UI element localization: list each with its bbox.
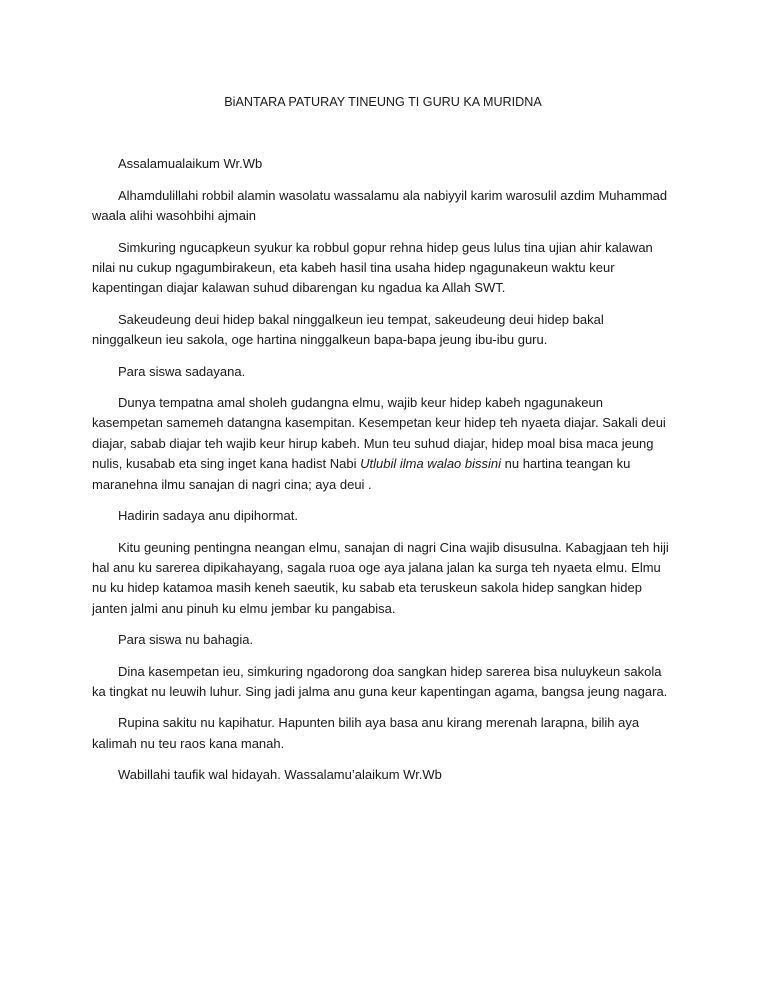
address-audience-paragraph: Hadirin sadaya anu dipihormat. xyxy=(118,508,298,524)
knowledge-paragraph: Kitu geuning pentingna neangan elmu, sanajan di nagri Cina wajib disusulna. Kabagjaan teh hiji hal anu ku sarerea dipikahayang, sagala ruoa oge aya jalana jalan ka surga teh nyaeta elmu. Elmu nu ku hidep katamoa masih keneh saeutik, ku sabab eta teruskeun sakola hidep sangkan hidep janten jalmi anu pinuh ku elmu jembar ku pangabisa. xyxy=(92,539,669,616)
document-title: BiANTARA PATURAY TINEUNG TI GURU KA MURIDNA xyxy=(224,95,542,109)
closing-paragraph: Wabillahi taufik wal hidayah. Wassalamu’alaikum Wr.Wb xyxy=(118,767,442,783)
document-body xyxy=(92,92,674,797)
address-happy-students-paragraph: Para siswa nu bahagia. xyxy=(118,632,254,648)
address-students-paragraph: Para siswa sadayana. xyxy=(118,363,246,379)
prayer-paragraph: Dina kasempetan ieu, simkuring ngadorong doa sangkan hidep sarerea bisa nuluykeun sakola ka tingkat nu leuwih luhur. Sing jadi jalma anu guna keur kapentingan agama, bangsa jeung nagara. xyxy=(92,663,668,699)
dunya-paragraph xyxy=(92,393,674,495)
opening-prayer-paragraph: Alhamdulillahi robbil alamin wasolatu wassalamu ala nabiyyil karim warosulil azdim Muhammad waala alihi wasohbihi ajmain xyxy=(92,187,668,224)
dunya-text-after: nu hartina teangan ku maranehna ilmu sanajan di nagri cina; aya deui . xyxy=(92,456,631,492)
dunya-text-before: Dunya tempatna amal sholeh gudangna elmu, wajib keur hidep kabeh ngagunakeun kasempetan samemeh datangna kasempitan. Kesempetan keur hidep teh nyaeta diajar. Sakali deui diajar, sabab diajar teh wajib keur hirup kabeh. Mun teu suhud diajar, hidep moal bisa maca jeung nulis, kusabab eta sing inget kana hadist Nabi xyxy=(92,395,666,472)
greeting-paragraph: Assalamualaikum Wr.Wb xyxy=(118,156,263,172)
hadith-quote: Utlubil ilma walao bissini xyxy=(360,456,502,472)
farewell-paragraph: Sakeudeung deui hidep bakal ninggalkeun ieu tempat, sakeudeung deui hidep bakal ninggalkeun ieu sakola, oge hartina ninggalkeun bapa-bapa jeung ibu-ibu guru. xyxy=(92,311,604,348)
apology-paragraph: Rupina sakitu nu kapihatur. Hapunten bilih aya basa anu kirang merenah larapna, bilih aya kalimah nu teu raos kana manah. xyxy=(92,715,640,751)
gratitude-paragraph: Simkuring ngucapkeun syukur ka robbul gopur rehna hidep geus lulus tina ujian ahir kalawan nilai nu cukup ngagumbirakeun, eta kabeh hasil tina usaha hidep ngagunakeun waktu keur kapentingan diajar kalawan suhud dibarengan ku ngadua ka Allah SWT. xyxy=(92,239,653,296)
